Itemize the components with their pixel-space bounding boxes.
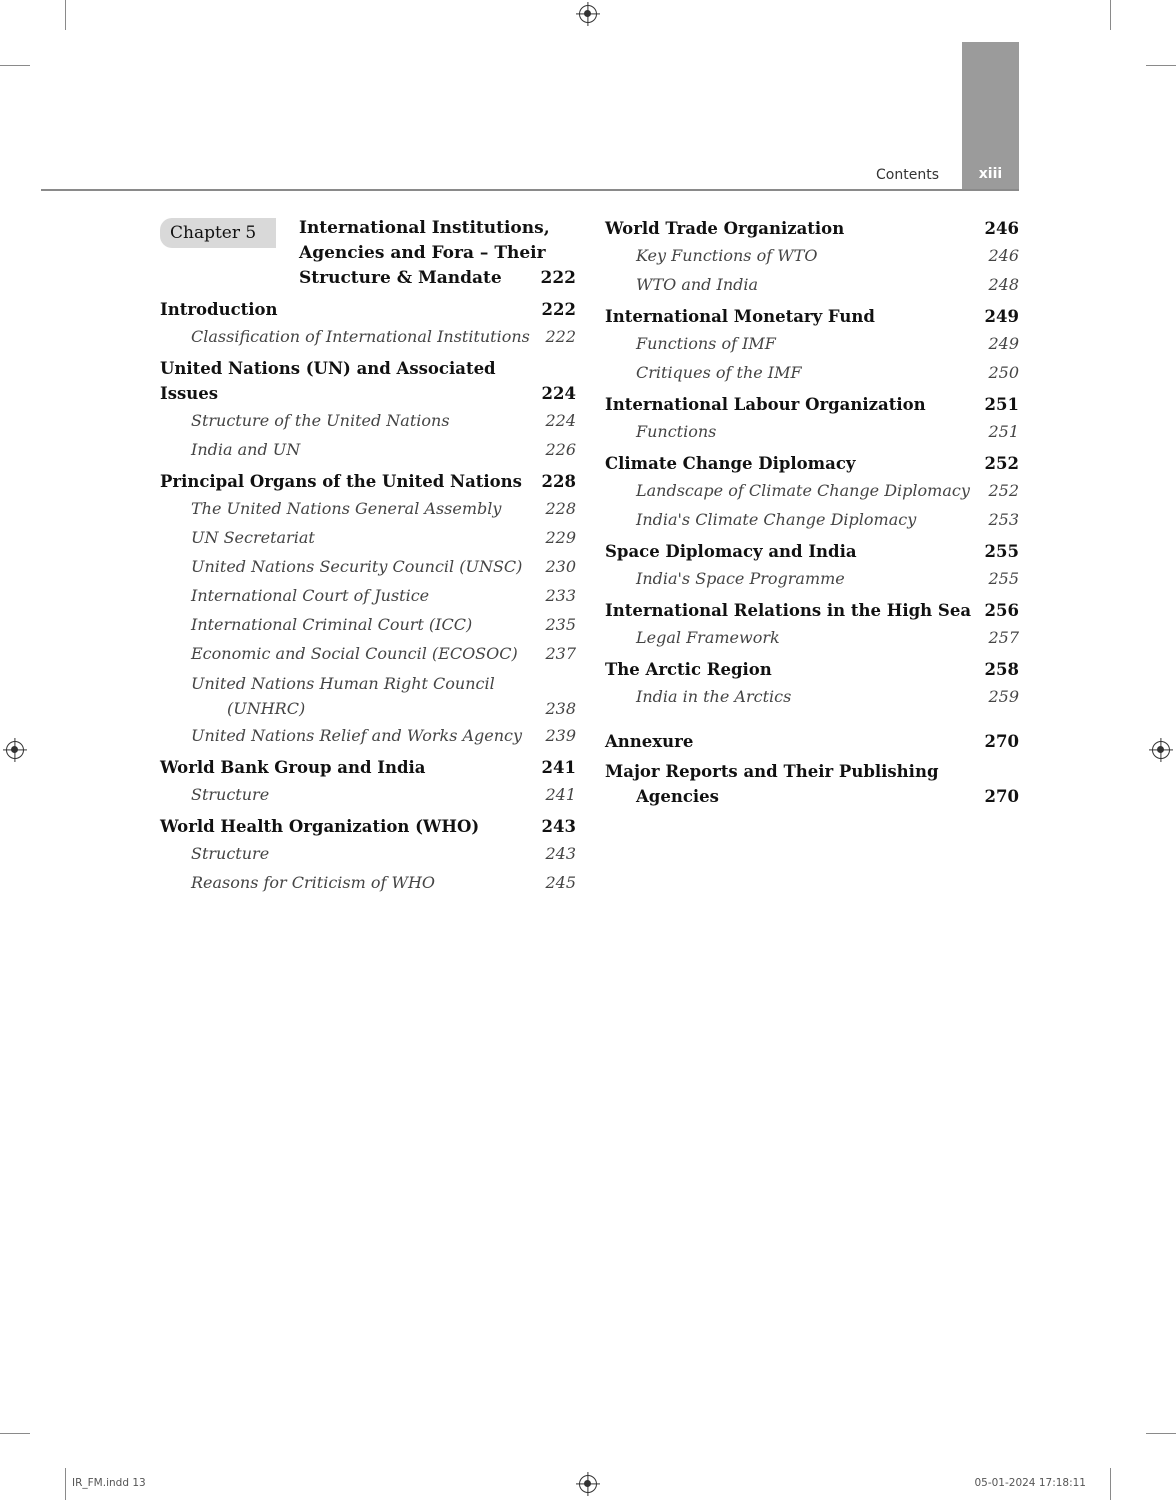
toc-text: The United Nations General Assembly	[191, 499, 502, 518]
toc-subentry[interactable]	[605, 358, 1019, 387]
toc-page: 226	[545, 440, 576, 459]
toc-heading[interactable]	[605, 729, 1019, 754]
toc-text: Principal Organs of the United Nations	[160, 472, 522, 491]
toc-subentry[interactable]	[605, 476, 1019, 505]
toc-text: Space Diplomacy and India	[605, 542, 857, 561]
toc-page: 243	[545, 844, 576, 863]
toc-text: (UNHRC)	[227, 699, 306, 718]
toc-subentry[interactable]	[160, 721, 576, 750]
crop-mark	[1110, 1468, 1111, 1500]
toc-page: 224	[541, 384, 576, 403]
toc-subentry[interactable]	[160, 839, 576, 868]
toc-text: Introduction	[160, 300, 278, 319]
toc-subentry[interactable]	[160, 523, 576, 552]
toc-page: 250	[988, 363, 1019, 382]
toc-heading[interactable]	[160, 356, 576, 406]
toc-subentry[interactable]	[605, 270, 1019, 299]
toc-page: 245	[545, 873, 576, 892]
toc-text: United Nations Relief and Works Agency	[191, 726, 523, 745]
toc-text: United Nations Security Council (UNSC)	[191, 557, 523, 576]
toc-page: 251	[988, 422, 1019, 441]
toc-heading[interactable]	[605, 304, 1019, 329]
toc-subentry[interactable]	[160, 435, 576, 464]
toc-subentry[interactable]	[605, 505, 1019, 534]
toc-text: WTO and India	[636, 275, 759, 294]
toc-subentry[interactable]	[160, 639, 576, 668]
chapter-title-text: Structure & Mandate	[299, 268, 502, 288]
toc-left-column	[160, 216, 576, 897]
toc-text: World Health Organization (WHO)	[160, 817, 480, 836]
toc-subentry[interactable]	[160, 552, 576, 581]
toc-page: 222	[545, 327, 576, 346]
toc-page: 246	[988, 246, 1019, 265]
toc-text: India's Climate Change Diplomacy	[636, 510, 917, 529]
toc-text: International Monetary Fund	[605, 307, 875, 326]
toc-page: 229	[545, 528, 576, 547]
crop-mark	[1146, 1433, 1176, 1434]
chapter-heading	[160, 216, 576, 291]
toc-subentry[interactable]	[160, 868, 576, 897]
toc-page: 228	[545, 499, 576, 518]
toc-text: Legal Framework	[636, 628, 780, 647]
toc-text: India's Space Programme	[636, 569, 845, 588]
running-title: Contents	[876, 167, 939, 183]
toc-heading[interactable]	[605, 539, 1019, 564]
toc-page: 258	[984, 660, 1019, 679]
toc-page: 235	[545, 615, 576, 634]
toc-heading[interactable]	[160, 469, 576, 494]
toc-subentry[interactable]	[605, 564, 1019, 593]
toc-page: 270	[984, 732, 1019, 751]
toc-text-wrapped	[191, 671, 536, 721]
toc-text: India and UN	[191, 440, 301, 459]
toc-text: Functions of IMF	[636, 334, 776, 353]
toc-page: 241	[545, 785, 576, 804]
toc-text: Annexure	[605, 732, 694, 751]
toc-page: 255	[984, 542, 1019, 561]
toc-subentry[interactable]	[160, 668, 576, 721]
toc-heading[interactable]	[160, 297, 576, 322]
toc-page: 270	[984, 787, 1019, 806]
toc-text: The Arctic Region	[605, 660, 772, 679]
toc-text: World Trade Organization	[605, 219, 845, 238]
crop-mark	[65, 0, 66, 30]
crop-mark	[1110, 0, 1111, 30]
toc-text: UN Secretariat	[191, 528, 315, 547]
toc-text: Reasons for Criticism of WHO	[191, 873, 436, 892]
chapter-title-line	[299, 266, 576, 291]
toc-text: Structure	[191, 844, 270, 863]
toc-page: 222	[541, 300, 576, 319]
crop-mark	[0, 1433, 30, 1434]
toc-text: Economic and Social Council (ECOSOC)	[191, 644, 518, 663]
toc-text: Structure of the United Nations	[191, 411, 450, 430]
toc-subentry[interactable]	[160, 610, 576, 639]
page-number: xiii	[978, 166, 1003, 182]
toc-page: 246	[984, 219, 1019, 238]
toc-page: 238	[545, 699, 576, 718]
crop-mark	[0, 65, 30, 66]
toc-page: 237	[545, 644, 576, 663]
toc-page: 249	[988, 334, 1019, 353]
toc-page: 243	[541, 817, 576, 836]
toc-subentry[interactable]	[605, 417, 1019, 446]
toc-heading[interactable]	[605, 392, 1019, 417]
toc-text: World Bank Group and India	[160, 758, 426, 777]
toc-subentry[interactable]	[160, 406, 576, 435]
toc-text: United Nations Human Right Council	[191, 674, 495, 693]
chapter-page: 222	[540, 268, 576, 288]
toc-text: Classification of International Institutions	[191, 327, 530, 346]
toc-page: 251	[984, 395, 1019, 414]
chapter-title-line: International Institutions,	[299, 218, 550, 238]
toc-text: Critiques of the IMF	[636, 363, 802, 382]
toc-subentry[interactable]	[605, 682, 1019, 711]
toc-subentry[interactable]	[605, 241, 1019, 270]
footer-file: IR_FM.indd 13	[72, 1477, 146, 1489]
toc-page: 257	[988, 628, 1019, 647]
toc-text: United Nations (UN) and Associated Issues	[160, 359, 496, 403]
toc-page: 253	[988, 510, 1019, 529]
chapter-title	[276, 216, 576, 291]
registration-mark-icon	[579, 5, 597, 23]
toc-page: 233	[545, 586, 576, 605]
toc-page: 252	[988, 481, 1019, 500]
toc-text: Climate Change Diplomacy	[605, 454, 856, 473]
toc-text: Agencies	[636, 787, 719, 806]
toc-text-wrapped	[605, 759, 979, 809]
toc-page: 248	[988, 275, 1019, 294]
toc-subentry[interactable]	[605, 623, 1019, 652]
toc-text: Key Functions of WTO	[636, 246, 818, 265]
toc-subentry[interactable]	[160, 322, 576, 351]
toc-heading[interactable]	[605, 657, 1019, 682]
footer-timestamp: 05-01-2024 17:18:11	[974, 1477, 1086, 1489]
toc-heading[interactable]	[605, 216, 1019, 241]
toc-text: International Criminal Court (ICC)	[191, 615, 473, 634]
toc-page: 259	[988, 687, 1019, 706]
chapter-title-line: Agencies and Fora – Their	[299, 243, 546, 263]
toc-heading[interactable]	[605, 759, 1019, 809]
registration-mark-icon	[1152, 741, 1170, 759]
toc-subentry[interactable]	[605, 329, 1019, 358]
toc-subentry[interactable]	[160, 494, 576, 523]
toc-page: 252	[984, 454, 1019, 473]
crop-mark	[65, 1468, 66, 1500]
toc-text: Functions	[636, 422, 717, 441]
toc-right-column	[605, 216, 1019, 809]
toc-text: International Relations in the High Sea	[605, 601, 972, 620]
toc-text: Structure	[191, 785, 270, 804]
toc-heading[interactable]	[605, 451, 1019, 476]
toc-text: International Court of Justice	[191, 586, 430, 605]
toc-page: 255	[988, 569, 1019, 588]
toc-page: 249	[984, 307, 1019, 326]
header-rule	[41, 189, 1019, 191]
crop-mark	[1146, 65, 1176, 66]
toc-text: Landscape of Climate Change Diplomacy	[636, 481, 970, 500]
toc-subentry[interactable]	[160, 780, 576, 809]
toc-heading[interactable]	[160, 755, 576, 780]
toc-page: 230	[545, 557, 576, 576]
toc-text: Major Reports and Their Publishing	[605, 762, 939, 781]
toc-page: 256	[984, 601, 1019, 620]
toc-page: 239	[545, 726, 576, 745]
registration-mark-icon	[579, 1475, 597, 1493]
toc-text: India in the Arctics	[636, 687, 792, 706]
toc-text: International Labour Organization	[605, 395, 926, 414]
chapter-badge: Chapter 5	[160, 218, 276, 248]
toc-heading[interactable]	[160, 814, 576, 839]
toc-page: 241	[541, 758, 576, 777]
toc-page: 228	[541, 472, 576, 491]
toc-subentry[interactable]	[160, 581, 576, 610]
toc-page: 224	[545, 411, 576, 430]
registration-mark-icon	[6, 741, 24, 759]
toc-heading[interactable]	[605, 598, 1019, 623]
